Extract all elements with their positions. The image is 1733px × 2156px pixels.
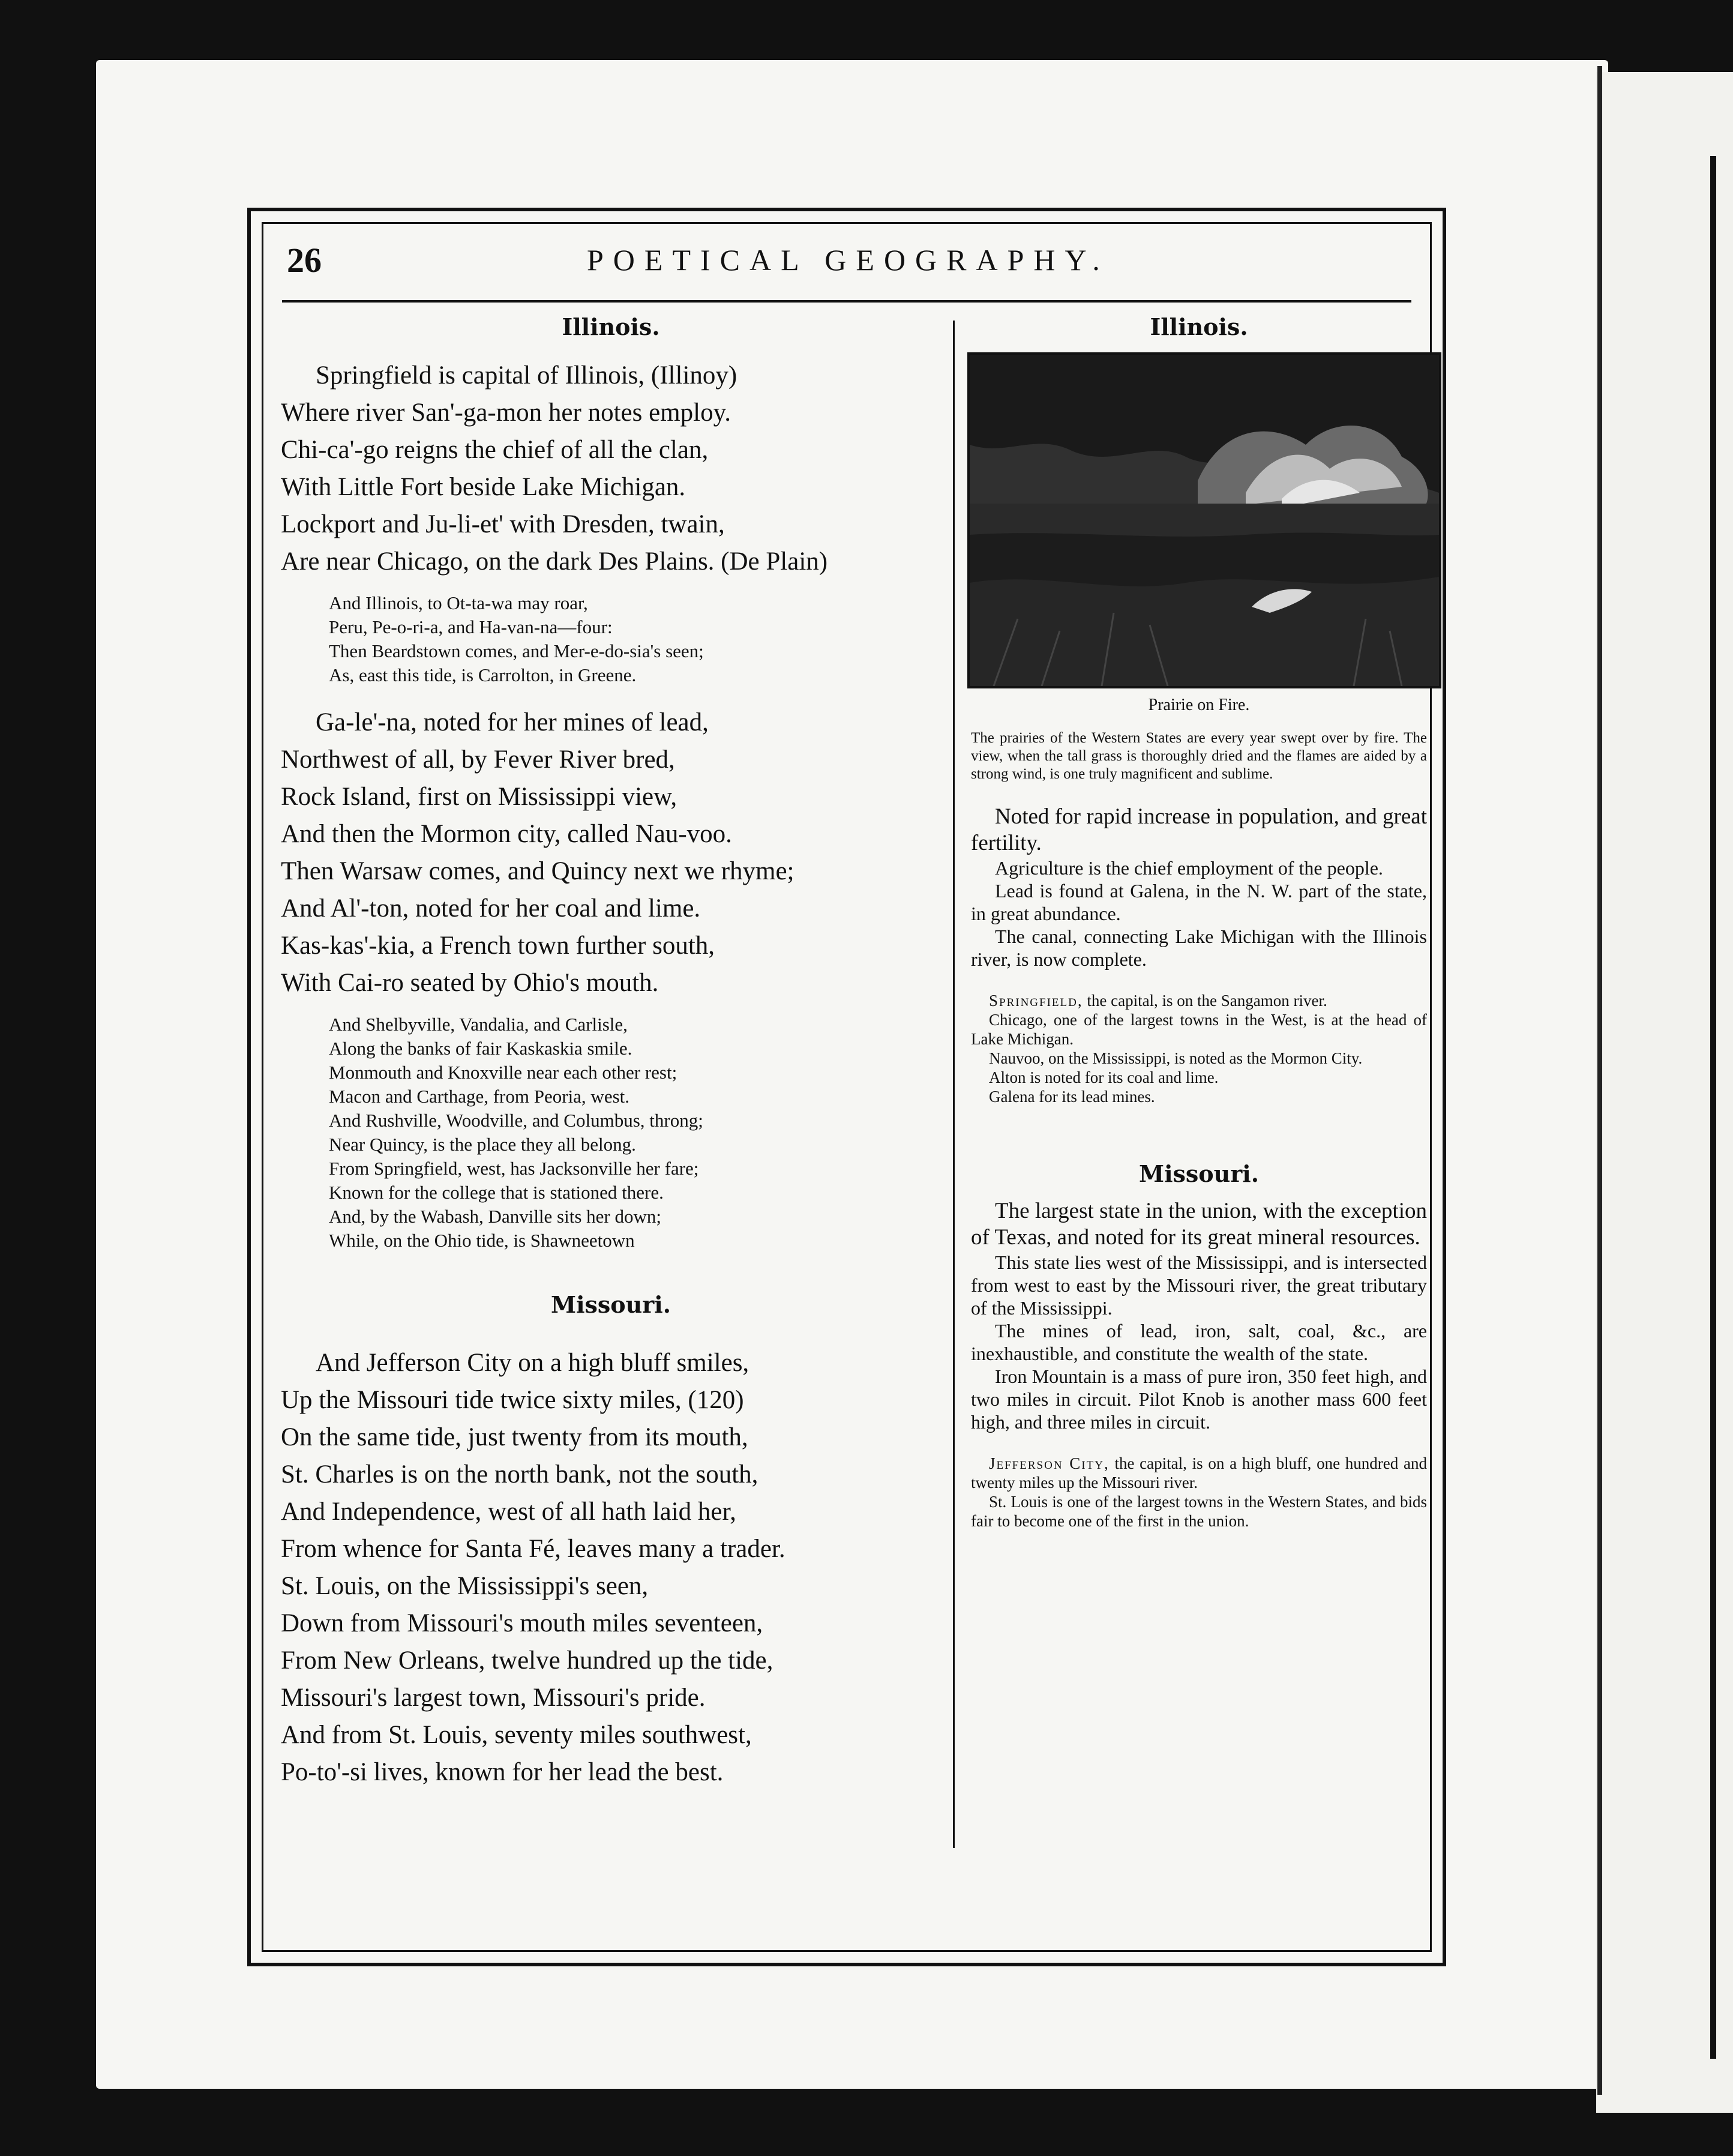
verse-line: Down from Missouri's mouth miles seventeen, [281, 1609, 763, 1637]
verse-line: Chi-ca'-go reigns the chief of all the clan, [281, 436, 709, 464]
prairie-fire-image [970, 355, 1439, 686]
small-verse-line: Monmouth and Knoxville near each other rest; [329, 1062, 677, 1083]
fact-line [971, 1454, 1427, 1492]
illinois-verse [281, 357, 941, 580]
missouri-notes [971, 1198, 1427, 1433]
verse-line: On the same tide, just twenty from its mouth, [281, 1423, 748, 1451]
verse-line: Rock Island, first on Mississippi view, [281, 783, 677, 811]
note-paragraph: The mines of lead, iron, salt, coal, &c., are inexhaustible, and constitute the wealth of the state. [971, 1320, 1427, 1364]
verse-line: Where river San'-ga-mon her notes employ. [281, 399, 731, 427]
fact-line [971, 991, 1427, 1010]
illinois-verse-title: Illinois. [562, 313, 660, 340]
note-paragraph: Noted for rapid increase in population, and great fertility. [971, 804, 1427, 855]
fact-lead: Springfield, [989, 992, 1083, 1010]
verse-line: Are near Chicago, on the dark Des Plains. (De Plain) [281, 547, 828, 576]
verse-line: And then the Mormon city, called Nau-voo. [281, 820, 732, 848]
verse-line: With Cai-ro seated by Ohio's mouth. [281, 969, 659, 997]
small-verse-line: Then Beardstown comes, and Mer-e-do-sia's seen; [329, 640, 704, 661]
verse-line: And Al'-ton, noted for her coal and lime. [281, 894, 701, 923]
image-note: The prairies of the Western States are every year swept over by fire. The view, when the tall grass is thoroughly dried and the flames are aided by a strong wind, is one truly magnificent and sublime. [971, 730, 1427, 782]
fact-lead: Jefferson City, [989, 1454, 1110, 1472]
verse-line: Then Warsaw comes, and Quincy next we rhyme; [281, 857, 794, 885]
note-paragraph: Agriculture is the chief employment of the people. [995, 857, 1383, 879]
missouri-notes-title: Missouri. [1139, 1160, 1259, 1187]
missouri-facts [971, 1454, 1427, 1531]
fact-line: Alton is noted for its coal and lime. [989, 1068, 1219, 1086]
small-verse-line: Peru, Pe-o-ri-a, and Ha-van-na—four: [329, 616, 613, 637]
verse-line: St. Charles is on the north bank, not the south, [281, 1460, 758, 1489]
notes-column [971, 313, 1427, 1531]
page-number: 26 [287, 241, 322, 280]
verse-line: Kas-kas'-kia, a French town further south, [281, 932, 715, 960]
note-paragraph: Iron Mountain is a mass of pure iron, 350 feet high, and two miles in circuit. Pilot Knob is another mass 600 feet high, and three miles in circuit. [971, 1366, 1427, 1433]
illinois-notes-title: Illinois. [1150, 313, 1248, 340]
facing-page-rule [1710, 156, 1716, 2059]
verse-line: Missouri's largest town, Missouri's pride. [281, 1684, 706, 1712]
missouri-verse [281, 1344, 941, 1791]
fact-line: St. Louis is one of the largest towns in the Western States, and bids fair to become one of the first in the union. [971, 1493, 1427, 1530]
small-verse-line: And Rushville, Woodville, and Columbus, throng; [329, 1110, 703, 1131]
small-verse-line: Known for the college that is stationed there. [329, 1182, 664, 1203]
header-rule [282, 300, 1411, 303]
column-rule [953, 321, 955, 1848]
verse-line: And Independence, west of all hath laid her, [281, 1498, 736, 1526]
verse-line: Up the Missouri tide twice sixty miles, (120) [281, 1386, 744, 1414]
fact-line: Chicago, one of the largest towns in the West, is at the head of Lake Michigan. [971, 1011, 1427, 1048]
fact-line: Nauvoo, on the Mississippi, is noted as the Mormon City. [989, 1049, 1363, 1067]
fact-line: Galena for its lead mines. [989, 1088, 1155, 1106]
image-caption: Prairie on Fire. [1148, 696, 1250, 714]
illinois-notes [971, 804, 1427, 971]
missouri-verse-title: Missouri. [551, 1291, 671, 1318]
small-verse-line: And Illinois, to Ot-ta-wa may roar, [329, 592, 588, 613]
verse-line: And from St. Louis, seventy miles southwest, [281, 1721, 752, 1749]
page-gutter [1597, 66, 1602, 2095]
illinois-facts [971, 991, 1427, 1106]
verse-line: Ga-le'-na, noted for her mines of lead, [316, 708, 709, 736]
verse-line: Lockport and Ju-li-et' with Dresden, twain, [281, 510, 725, 538]
small-verse-line: Along the banks of fair Kaskaskia smile. [329, 1038, 632, 1059]
illinois-verse-2 [281, 704, 941, 1002]
illinois-small-verse-2 [329, 1013, 941, 1253]
verse-column [281, 313, 941, 1791]
note-paragraph: This state lies west of the Mississippi, and is intersected from west to east by the Missouri river, the great tributary of the Mississippi. [971, 1251, 1427, 1319]
facing-page-edge [1596, 72, 1733, 2113]
small-verse-line: As, east this tide, is Carrolton, in Greene. [329, 664, 637, 685]
illinois-small-verse-1 [329, 591, 941, 687]
verse-line: With Little Fort beside Lake Michigan. [281, 473, 686, 501]
verse-line: From New Orleans, twelve hundred up the tide, [281, 1646, 773, 1675]
small-verse-line: From Springfield, west, has Jacksonville her fare; [329, 1158, 699, 1179]
fact-text: the capital, is on the Sangamon river. [1083, 992, 1327, 1010]
small-verse-line: Near Quincy, is the place they all belong. [329, 1134, 636, 1155]
page-frame [247, 208, 1446, 1966]
verse-line: Springfield is capital of Illinois, (Illinoy) [316, 361, 737, 390]
verse-line: And Jefferson City on a high bluff smiles, [316, 1349, 749, 1377]
verse-line: St. Louis, on the Mississippi's seen, [281, 1572, 649, 1600]
note-paragraph: The largest state in the union, with the exception of Texas, and noted for its great mineral resources. [971, 1199, 1427, 1250]
note-paragraph: The canal, connecting Lake Michigan with the Illinois river, is now complete. [971, 926, 1427, 970]
running-head: POETICAL GEOGRAPHY. [587, 243, 1110, 277]
small-verse-line: And, by the Wabash, Danville sits her down; [329, 1206, 661, 1227]
verse-line: From whence for Santa Fé, leaves many a trader. [281, 1535, 785, 1563]
note-paragraph: Lead is found at Galena, in the N. W. part of the state, in great abundance. [971, 880, 1427, 924]
small-verse-line: Macon and Carthage, from Peoria, west. [329, 1086, 630, 1107]
verse-line: Po-to'-si lives, known for her lead the best. [281, 1758, 724, 1786]
fact-text: the capital, is on a high bluff, one hundred and twenty miles up the Missouri river. [971, 1454, 1428, 1492]
prairie-fire-engraving [967, 352, 1441, 688]
small-verse-line: And Shelbyville, Vandalia, and Carlisle, [329, 1014, 628, 1035]
verse-line: Northwest of all, by Fever River bred, [281, 745, 675, 774]
small-verse-line: While, on the Ohio tide, is Shawneetown [329, 1230, 635, 1251]
